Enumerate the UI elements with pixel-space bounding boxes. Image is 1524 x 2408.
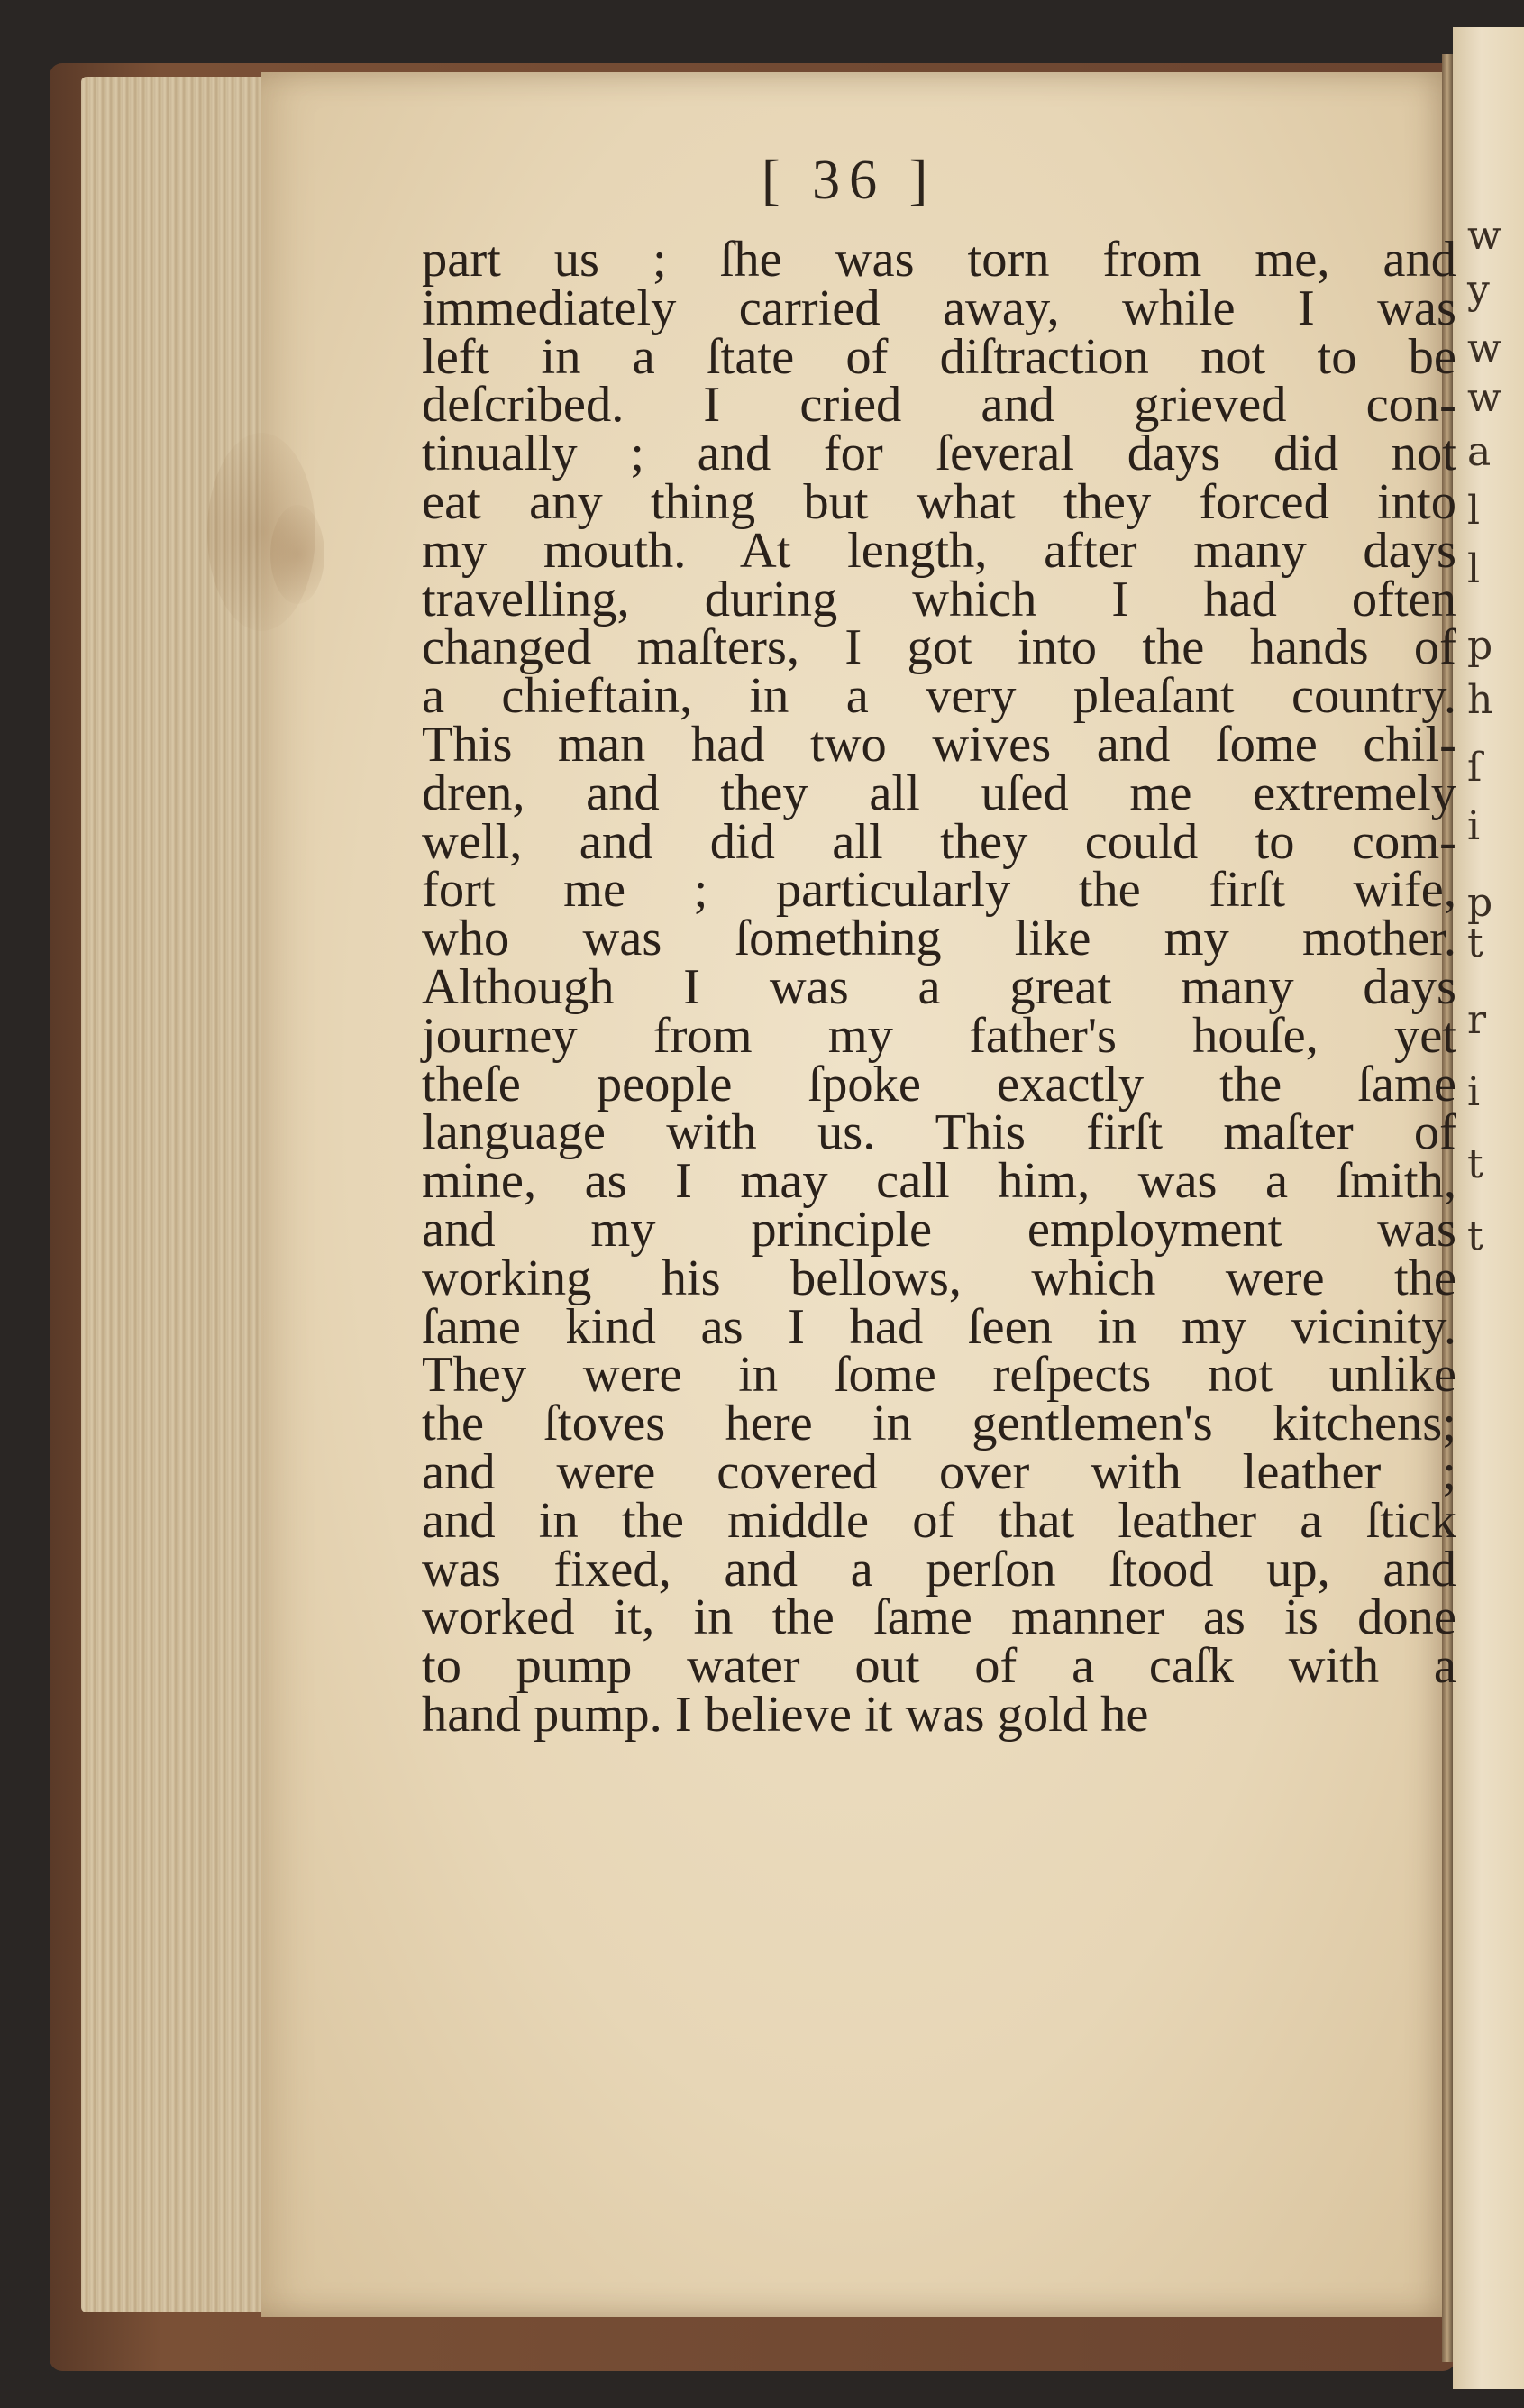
text-line: theſe people ſpoke exactly the ſame: [422, 1056, 1456, 1112]
facing-fragment: ſ: [1467, 745, 1483, 791]
page-edges: [81, 77, 270, 2312]
text-line: They were in ſome reſpects not unlike: [422, 1347, 1456, 1404]
facing-fragment: t: [1467, 920, 1483, 966]
facing-fragment: i: [1467, 803, 1481, 849]
text-line: was fixed, and a perſon ſtood up, and: [422, 1541, 1456, 1598]
text-line: ſame kind as I had ſeen in my vicinity.: [422, 1298, 1456, 1355]
text-line: the ſtoves here in gentlemen's kitchens;: [422, 1396, 1456, 1452]
text-line: worked it, in the ſame manner as is done: [422, 1589, 1456, 1646]
text-line: hand pump. I believe it was gold he: [422, 1686, 1149, 1743]
text-line: journey from my father's houſe, yet: [422, 1007, 1456, 1064]
text-line: Although I was a great many days: [422, 958, 1456, 1015]
text-line: and in the middle of that leather a ſtick: [422, 1492, 1456, 1549]
facing-fragment: y: [1467, 267, 1490, 313]
facing-fragment: p: [1467, 880, 1493, 926]
text-line: dren, and they all uſed me extremely: [422, 765, 1456, 821]
facing-fragment: l: [1467, 488, 1481, 534]
facing-fragment: w: [1467, 213, 1501, 259]
facing-fragment: w: [1467, 325, 1501, 371]
text-line: tinually ; and for ſeveral days did not: [422, 426, 1456, 482]
text-line: travelling, during which I had often: [422, 571, 1456, 627]
text-line: eat any thing but what they forced into: [422, 473, 1456, 530]
text-line: immediately carried away, while I was: [422, 279, 1456, 336]
stain: [270, 505, 324, 604]
text-line: This man had two wives and ſome chil-: [422, 716, 1456, 773]
facing-fragment: t: [1467, 1213, 1483, 1259]
text-line: left in a ſtate of diſtraction not to be: [422, 328, 1456, 385]
text-line: a chieftain, in a very pleaſant country.: [422, 668, 1456, 725]
text-line: well, and did all they could to com-: [422, 813, 1456, 870]
text-line: my mouth. At length, after many days: [422, 522, 1456, 579]
text-line: and my principle employment was: [422, 1201, 1456, 1258]
text-line: working his bellows, which were the: [422, 1250, 1456, 1306]
text-line: and were covered over with leather ;: [422, 1443, 1456, 1500]
facing-fragment: p: [1467, 623, 1493, 669]
facing-fragment: t: [1467, 1141, 1483, 1187]
facing-fragment: l: [1467, 546, 1481, 592]
facing-fragment: i: [1467, 1069, 1481, 1115]
page-text: [422, 232, 1458, 1743]
facing-fragment: w: [1467, 375, 1501, 421]
text-line: changed maſters, I got into the hands of: [422, 619, 1456, 676]
text-line: to pump water out of a caſk with a: [422, 1638, 1456, 1695]
text-line: deſcribed. I cried and grieved con-: [422, 377, 1456, 434]
text-line: language with us. This firſt maſter of: [422, 1104, 1456, 1161]
text-line: who was ſomething like my mother.: [422, 911, 1456, 967]
facing-fragment: h: [1467, 677, 1493, 723]
text-line: mine, as I may call him, was a ſmith,: [422, 1153, 1456, 1210]
facing-fragment: a: [1467, 429, 1492, 475]
text-line: part us ; ſhe was torn from me, and: [422, 232, 1456, 288]
text-line: fort me ; particularly the firſt wife,: [422, 862, 1456, 919]
facing-fragment: r: [1467, 997, 1487, 1043]
page-header: [ 36 ]: [762, 150, 937, 211]
